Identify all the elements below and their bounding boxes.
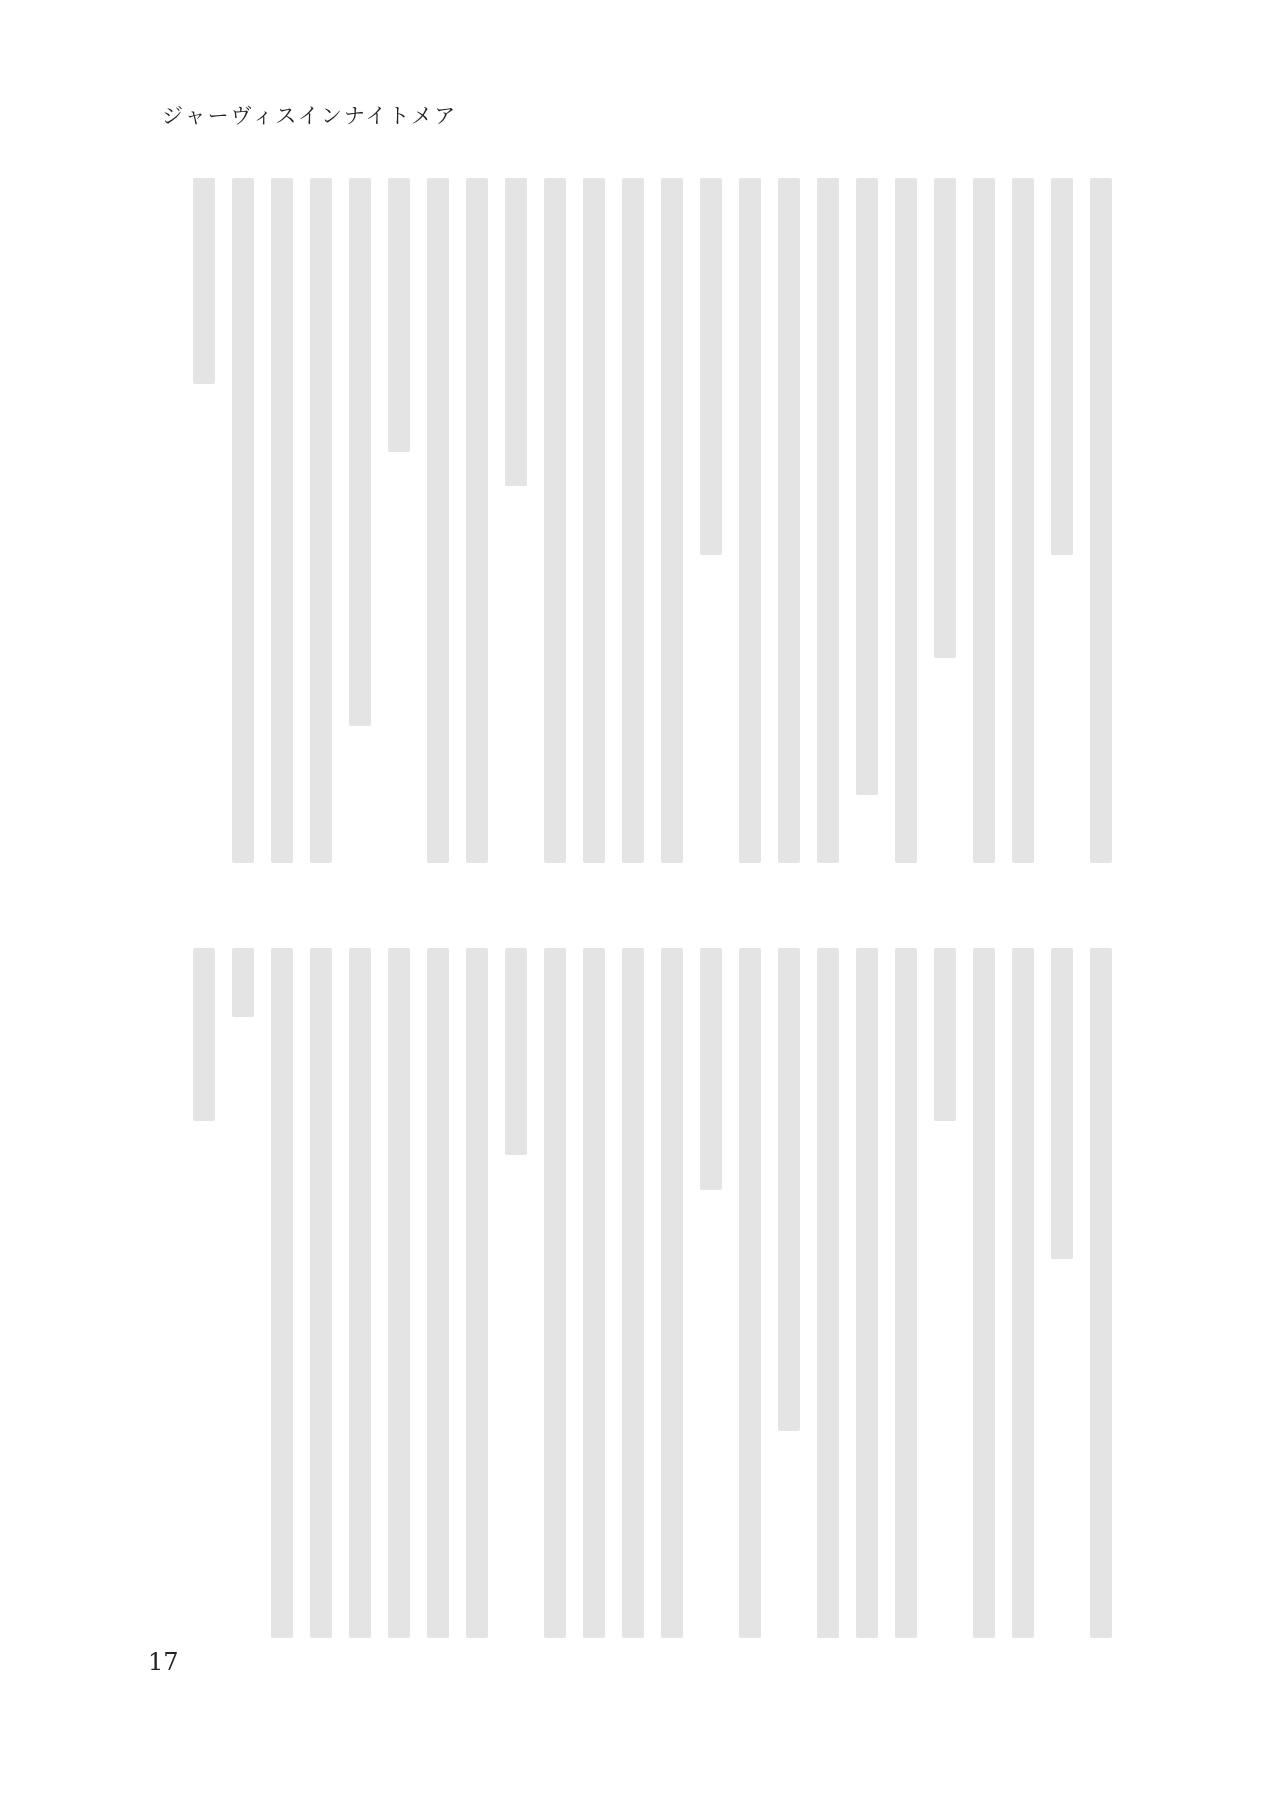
text-column-placeholder (622, 178, 644, 863)
text-column-placeholder (310, 948, 332, 1638)
text-column-placeholder (388, 948, 410, 1638)
text-column-placeholder (817, 948, 839, 1638)
text-column-placeholder (505, 948, 527, 1155)
text-column-placeholder (934, 948, 956, 1121)
text-column-placeholder (427, 948, 449, 1638)
text-column-placeholder (583, 948, 605, 1638)
text-column-placeholder (1090, 948, 1112, 1638)
text-column-placeholder (271, 948, 293, 1638)
text-column-placeholder (232, 948, 254, 1017)
text-column-placeholder (193, 948, 215, 1121)
text-column-placeholder (856, 948, 878, 1638)
text-column-placeholder (934, 178, 956, 658)
text-column-placeholder (817, 178, 839, 863)
text-column-placeholder (778, 178, 800, 863)
text-column-placeholder (700, 948, 722, 1190)
text-column-placeholder (1012, 178, 1034, 863)
text-column-placeholder (466, 178, 488, 863)
text-column-placeholder (349, 948, 371, 1638)
text-column-placeholder (973, 948, 995, 1638)
text-column-placeholder (505, 178, 527, 486)
text-column-placeholder (973, 178, 995, 863)
text-column-placeholder (739, 948, 761, 1638)
text-column-placeholder (388, 178, 410, 452)
text-column-placeholder (778, 948, 800, 1431)
text-column-placeholder (193, 178, 215, 384)
text-column-placeholder (661, 948, 683, 1638)
text-column-placeholder (466, 948, 488, 1638)
text-column-placeholder (544, 178, 566, 863)
text-column-placeholder (856, 178, 878, 795)
text-column-placeholder (232, 178, 254, 863)
text-column-placeholder (544, 948, 566, 1638)
upper-text-block-placeholder (193, 178, 1112, 863)
text-column-placeholder (349, 178, 371, 726)
text-column-placeholder (583, 178, 605, 863)
page-number: 17 (148, 1648, 179, 1676)
running-header: ジャーヴィスインナイトメア (162, 104, 458, 128)
text-column-placeholder (427, 178, 449, 863)
text-column-placeholder (661, 178, 683, 863)
lower-text-block-placeholder (193, 948, 1112, 1638)
text-column-placeholder (895, 178, 917, 863)
text-column-placeholder (310, 178, 332, 863)
text-column-placeholder (271, 178, 293, 863)
text-column-placeholder (1090, 178, 1112, 863)
text-column-placeholder (1051, 948, 1073, 1259)
text-column-placeholder (895, 948, 917, 1638)
text-column-placeholder (700, 178, 722, 555)
text-column-placeholder (622, 948, 644, 1638)
text-column-placeholder (1051, 178, 1073, 555)
text-column-placeholder (739, 178, 761, 863)
text-column-placeholder (1012, 948, 1034, 1638)
